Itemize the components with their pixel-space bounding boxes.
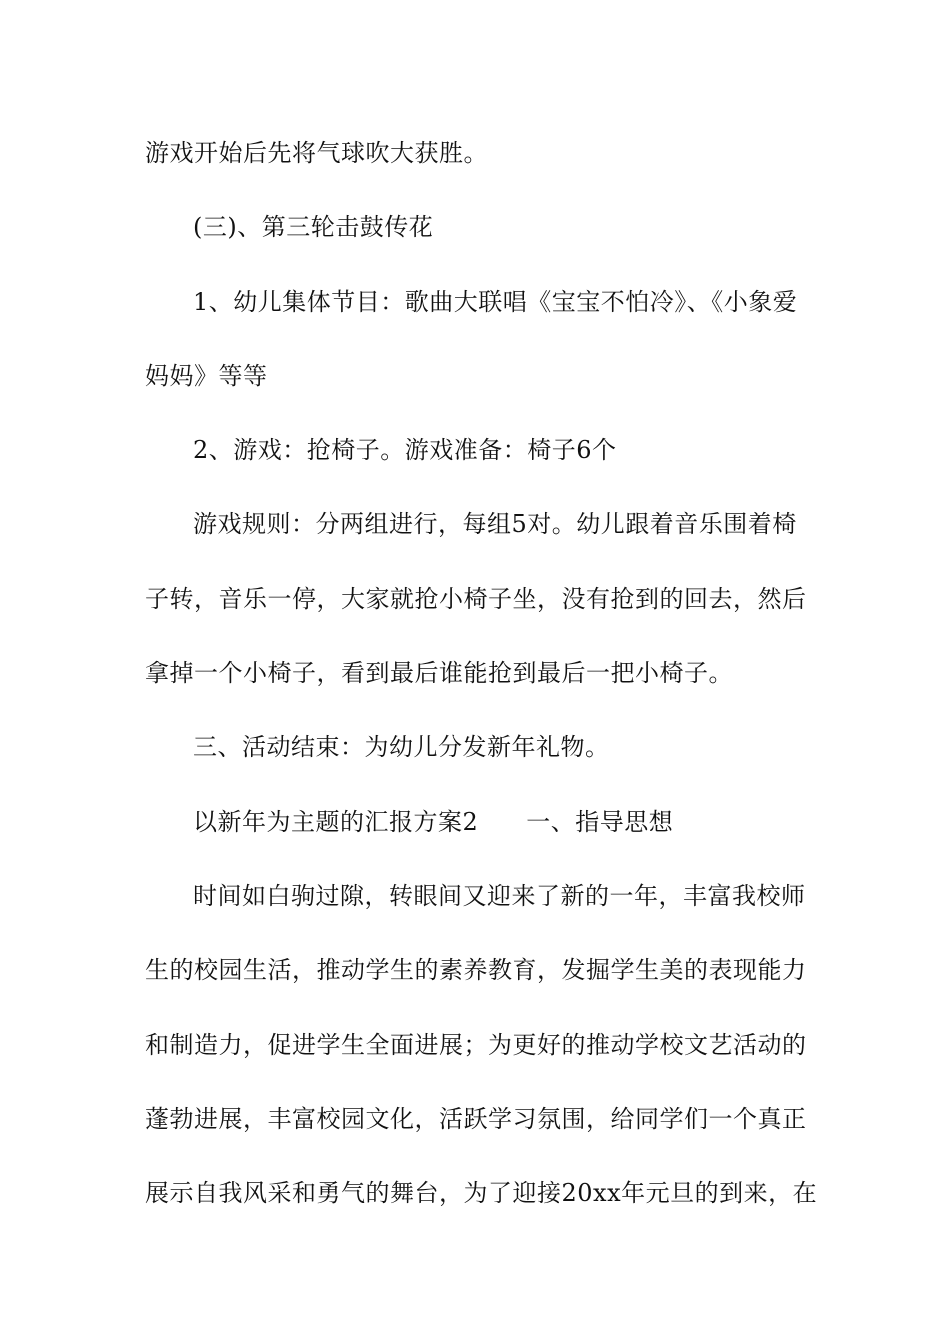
- plan-heading-line: [193, 807, 873, 837]
- text-line: 和制造力，促进学生全面进展；为更好的推动学校文艺活动的: [145, 1031, 807, 1059]
- text-line: 子转，音乐一停，大家就抢小椅子坐，没有抢到的回去，然后: [145, 585, 807, 613]
- section-heading: (三)、第三轮击鼓传花: [193, 213, 434, 241]
- text-line: 2、游戏：抢椅子。游戏准备：椅子6个: [193, 436, 617, 464]
- text-line: 时间如白驹过隙，转眼间又迎来了新的一年，丰富我校师: [193, 882, 806, 910]
- text-line: 1、幼儿集体节目：歌曲大联唱《宝宝不怕冷》、《小象爱: [193, 288, 798, 316]
- text-line: 拿掉一个小椅子，看到最后谁能抢到最后一把小椅子。: [145, 659, 733, 687]
- section-title: 一、指导思想: [526, 808, 674, 836]
- text-line: 游戏开始后先将气球吹大获胜。: [145, 139, 488, 167]
- text-line: 蓬勃进展，丰富校园文化，活跃学习氛围，给同学们一个真正: [145, 1105, 807, 1133]
- text-line: 三、活动结束：为幼儿分发新年礼物。: [193, 733, 610, 761]
- text-line: 展示自我风采和勇气的舞台，为了迎接20xx年元旦的到来，在: [145, 1179, 818, 1207]
- text-line: 生的校园生活，推动学生的素养教育，发掘学生美的表现能力: [145, 956, 807, 984]
- text-line: 游戏规则：分两组进行，每组5对。幼儿跟着音乐围着椅: [193, 510, 797, 538]
- text-line: 妈妈》等等: [145, 362, 268, 390]
- plan-title: 以新年为主题的汇报方案2: [193, 808, 479, 836]
